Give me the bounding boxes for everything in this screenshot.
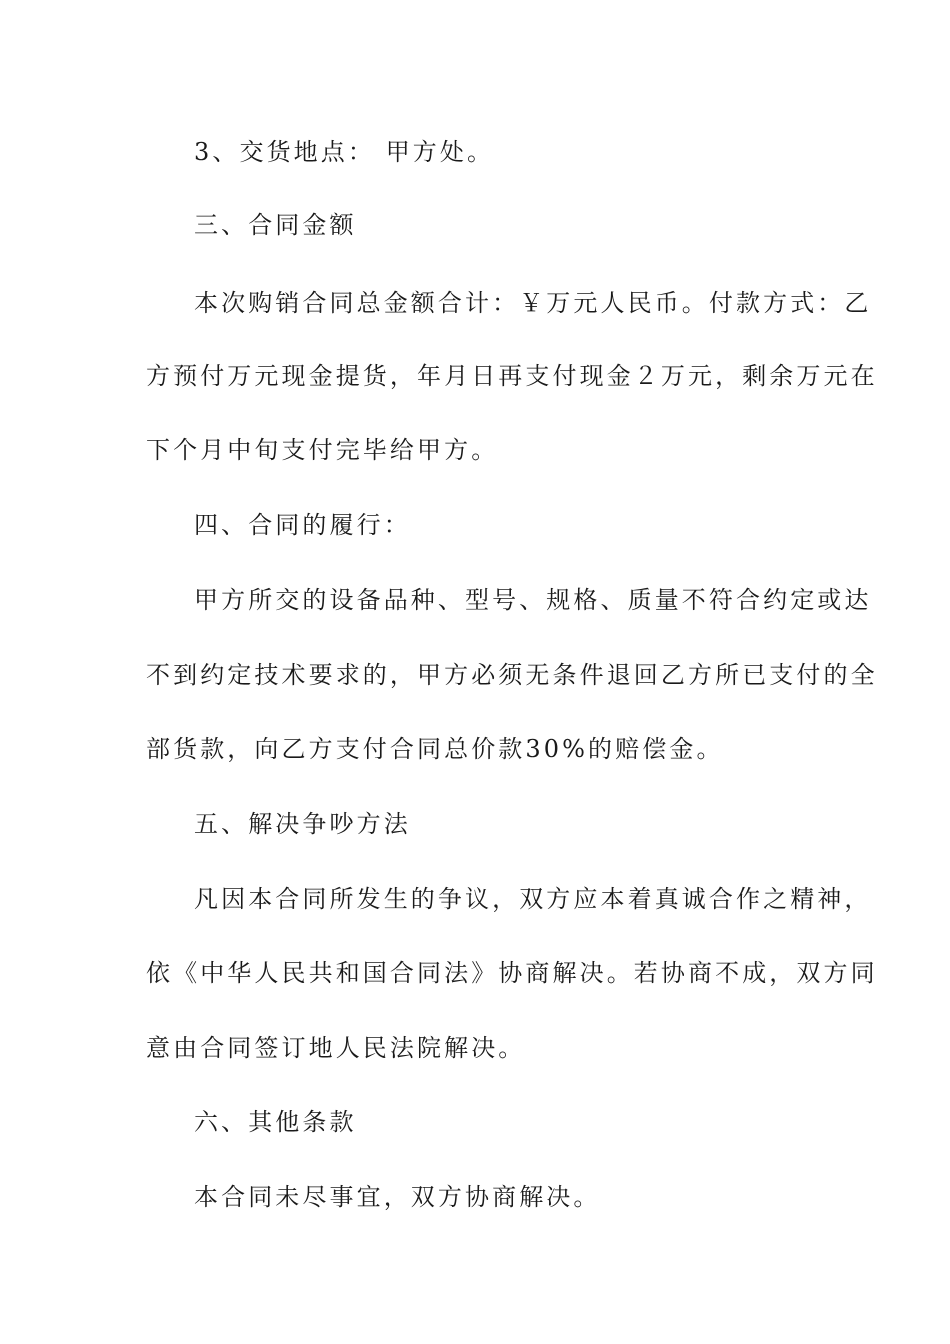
paragraph-line: 凡因本合同所发生的争议，双方应本着真诚合作之精神， (194, 885, 872, 913)
paragraph-line: 部货款，向乙方支付合同总价款30%的赔偿金。 (146, 735, 724, 763)
section-heading-performance: 四、合同的履行： (194, 511, 411, 539)
paragraph-line: 意由合同签订地人民法院解决。 (146, 1034, 526, 1062)
paragraph-line: 下个月中旬支付完毕给甲方。 (146, 436, 499, 464)
paragraph-line: 甲方所交的设备品种、型号、规格、质量不符合约定或达 (194, 586, 872, 614)
section-heading-dispute-resolution: 五、解决争吵方法 (194, 810, 411, 838)
paragraph-line: 依《中华人民共和国合同法》协商解决。若协商不成，双方同 (146, 959, 878, 987)
paragraph-line: 本次购销合同总金额合计：￥万元人民币。付款方式：乙 (194, 289, 872, 317)
clause-delivery-location: 3、交货地点： 甲方处。 (194, 138, 495, 166)
paragraph-line: 本合同未尽事宜，双方协商解决。 (194, 1183, 601, 1211)
section-heading-other-terms: 六、其他条款 (194, 1108, 357, 1136)
paragraph-line: 不到约定技术要求的，甲方必须无条件退回乙方所已支付的全 (146, 661, 878, 689)
paragraph-line: 方预付万元现金提货，年月日再支付现金２万元，剩余万元在 (146, 362, 878, 390)
section-heading-contract-amount: 三、合同金额 (194, 211, 357, 239)
